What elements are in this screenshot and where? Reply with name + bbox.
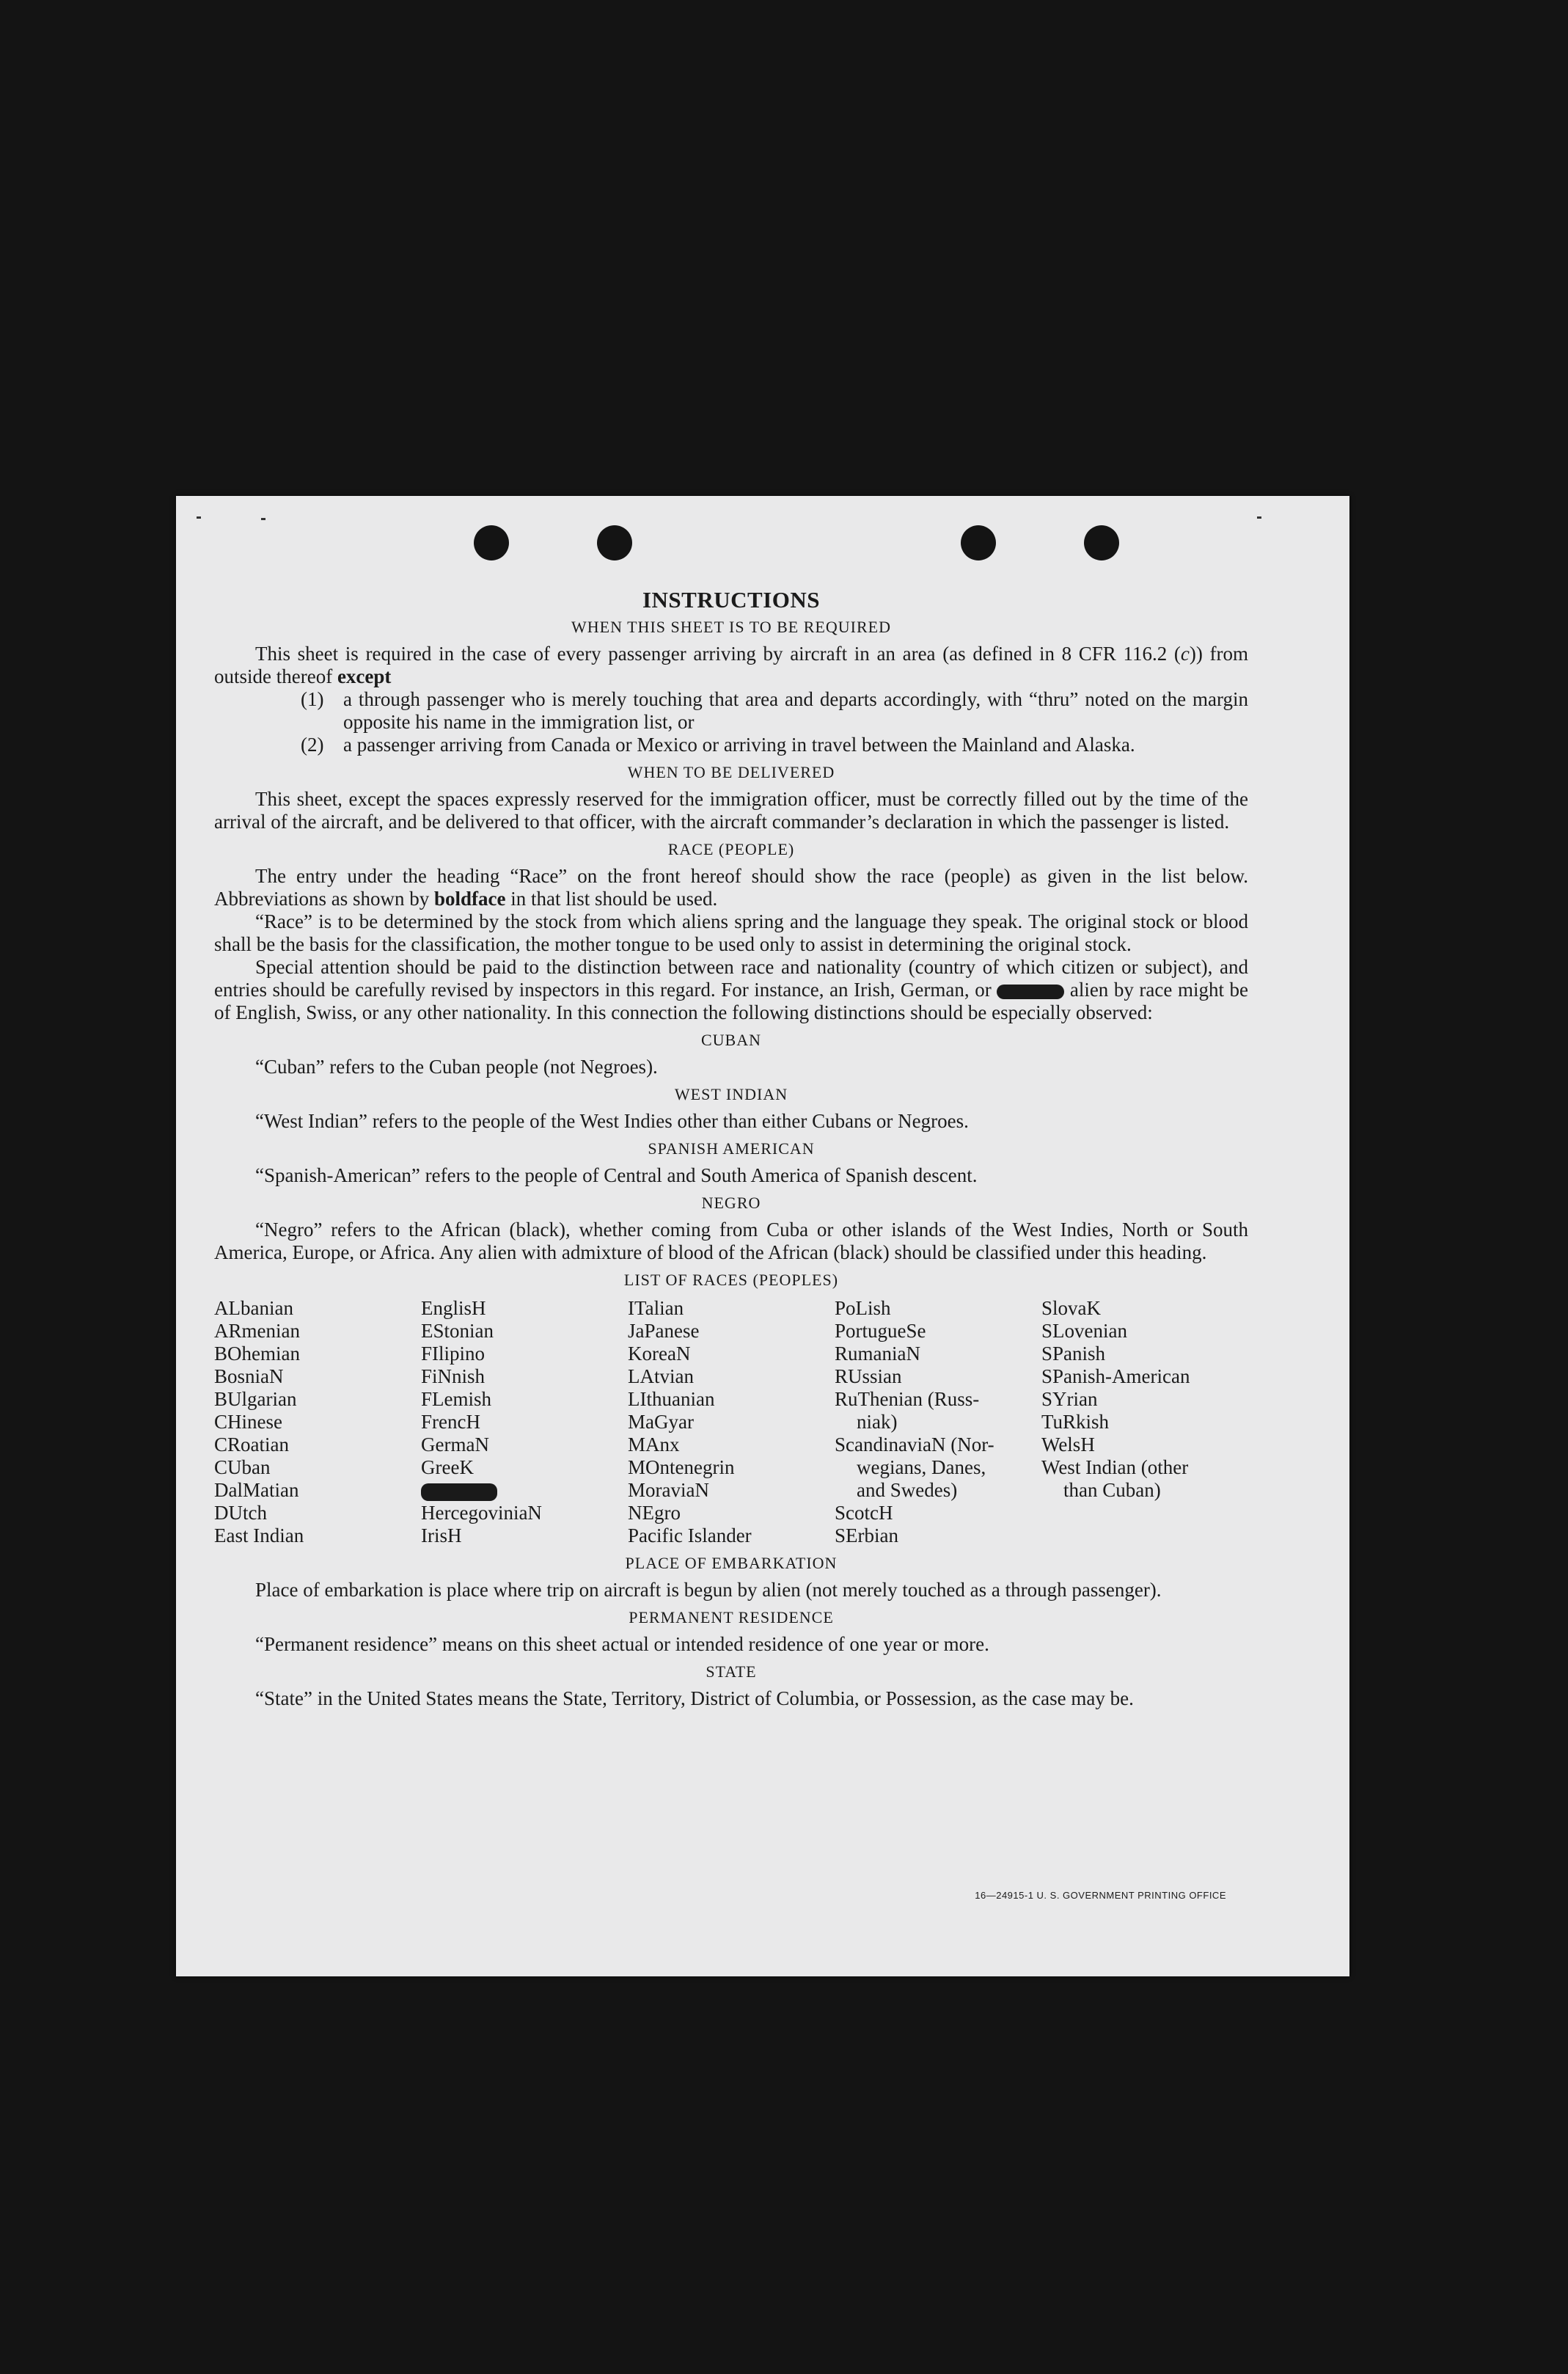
section-heading: WHEN TO BE DELIVERED [627,763,835,781]
paragraph: “Cuban” refers to the Cuban people (not Negroes). [255,1056,658,1078]
section-heading: WHEN THIS SHEET IS TO BE REQUIRED [571,618,891,636]
punch-hole [961,525,996,560]
race-column: SlovaK SLovenian SPanish SPanish-American SYrian TuRkish WelsH West Indian (other than Cuban) [1041,1297,1190,1501]
section-heading: CUBAN [700,1031,761,1049]
printing-office-footnote: 16—24915-1 U. S. GOVERNMENT PRINTING OFFICE [975,1890,1226,1901]
paper-speck [261,518,265,520]
paragraph: This sheet, except the spaces expressly reserved for the immigration officer, must be correctly filled out by the time of the arrival of the aircraft, and be delivered to that officer, with the aircraft commander’s declaration in which the passenger is listed. [214,788,1248,833]
redaction-mark [997,985,1064,999]
paragraph: “Negro” refers to the African (black), whether coming from Cuba or other islands of the West Indies, North or South America, Europe, or Africa. Any alien with admixture of blood of the African (black) should be classified under this heading. [214,1219,1248,1263]
paragraph: This sheet is required in the case of every passenger arriving by aircraft in an area (as defined in 8 CFR 116.2 (c)) from outside thereof except [214,643,1249,687]
race-column: ALbanian ARmenian BOhemian BosniaN BUlgarian CHinese CRoatian CUban DalMatian DUtch East Indian [214,1297,304,1546]
document-body [214,588,1248,1710]
paper-speck [197,516,201,519]
punch-hole [474,525,509,560]
paragraph: “Spanish-American” refers to the people of Central and South America of Spanish descent. [255,1164,978,1186]
section-heading: WEST INDIAN [674,1085,788,1103]
punch-hole [597,525,632,560]
section-heading: PERMANENT RESIDENCE [629,1608,834,1626]
race-column: EnglisH EStonian FIlipino FiNnish FLemish FrencH GermaN GreeK HercegoviniaN IrisH [421,1297,542,1546]
paragraph: Place of embarkation is place where trip on aircraft is begun by alien (not merely touched as a through passenger). [255,1579,1162,1601]
punch-hole [1084,525,1119,560]
redaction-mark [421,1483,497,1501]
paragraph: “State” in the United States means the State, Territory, District of Columbia, or Possession, as the case may be. [255,1687,1134,1709]
paragraph: “West Indian” refers to the people of the West Indies other than either Cubans or Negroes. [255,1110,969,1132]
paragraph: “Race” is to be determined by the stock from which aliens spring and the language they speak. The original stock or blood shall be the basis for the classification, the mother tongue to be used only to assist in determining the original stock. [214,910,1248,955]
paper-speck [1257,516,1261,519]
section-heading: RACE (PEOPLE) [667,840,795,858]
paragraph: “Permanent residence” means on this sheet actual or intended residence of one year or more. [255,1633,989,1655]
section-heading: SPANISH AMERICAN [648,1139,815,1158]
race-list [214,1297,1248,1547]
paragraph: Special attention should be paid to the distinction between race and nationality (country of which citizen or subject), and entries should be carefully revised by inspectors in this regard. For instance, an Irish, German, or alien by race might be of English, Swiss, or any other nationality. In this connection the following distinctions should be especially observed: [214,956,1248,1023]
instruction-sheet [176,496,1349,1976]
document-title: INSTRUCTIONS [642,587,820,613]
section-heading: LIST OF RACES (PEOPLES) [623,1271,839,1289]
race-column: ITalian JaPanese KoreaN LAtvian LIthuanian MaGyar MAnx MOntenegrin MoraviaN NEgro Pacific Islander [628,1297,752,1546]
paragraph: The entry under the heading “Race” on the front hereof should show the race (people) as given in the list below. Abbreviations as shown by boldface in that list should be used. [214,865,1248,910]
list-item: (1) a through passenger who is merely touching that area and departs accordingly, with “thru” noted on the margin opposite his name in the immigration list, or [301,688,1248,733]
list-item: (2) a passenger arriving from Canada or Mexico or arriving in travel between the Mainland and Alaska. [301,734,1135,756]
section-heading: STATE [706,1662,757,1681]
section-heading: NEGRO [701,1194,761,1212]
section-heading: PLACE OF EMBARKATION [625,1554,838,1572]
race-column: PoLish PortugueSe RumaniaN RUssian RuThenian (Russ- niak) ScandinaviaN (Nor- wegians, Danes, and Swedes) ScotcH SErbian [835,1297,994,1546]
